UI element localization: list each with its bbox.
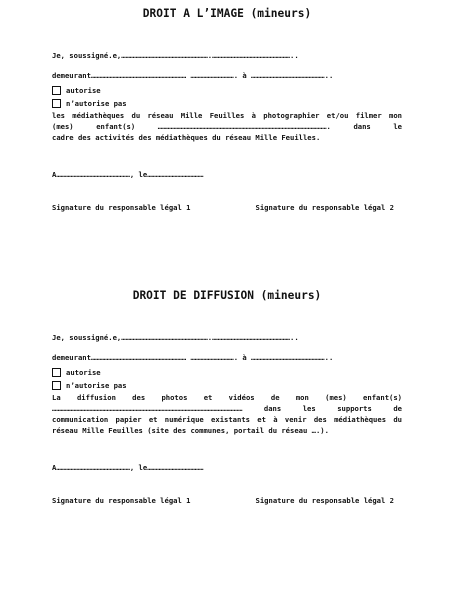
address-field[interactable]: demeurant………………………………………………………… …………………………. à ……………………………………………..	[52, 71, 334, 80]
diffusion-rights-title: DROIT DE DIFFUSION (mineurs)	[132, 289, 322, 302]
signatures-row	[52, 495, 402, 506]
diffusion-rights-form	[52, 288, 402, 506]
soussigne-field[interactable]: Je, soussigné.e,…………………………………………………….………………………………………………..	[52, 333, 299, 342]
diffusion-text	[52, 392, 402, 436]
not-authorize-option[interactable]	[52, 379, 402, 392]
authorize-checkbox[interactable]	[52, 368, 61, 377]
child-name-field[interactable]: …………………………………………………………………………………………………………………… dans les supports de	[52, 404, 402, 413]
text-line: cadre des activités des médiathèques du réseau Mille Feuilles.	[52, 133, 321, 142]
image-rights-title: DROIT A L’IMAGE (mineurs)	[142, 7, 312, 20]
text-line: les médiathèques du réseau Mille Feuilles à photographier et/ou filmer mon	[52, 111, 402, 120]
place-date-field[interactable]: A……………………………………………, le…………………………………	[52, 463, 204, 472]
not-authorize-checkbox[interactable]	[52, 99, 61, 108]
authorize-label: autorise	[66, 368, 101, 377]
not-authorize-label: n’autorise pas	[66, 381, 127, 390]
authorize-label: autorise	[66, 86, 101, 95]
signature-label-2: Signature du responsable légal 2	[255, 203, 394, 212]
soussigne-field[interactable]: Je, soussigné.e,…………………………………………………….………………………………………………..	[52, 51, 299, 60]
text-line: réseau Mille Feuilles (site des communes, portail du réseau ….).	[52, 426, 329, 435]
address-field[interactable]: demeurant………………………………………………………… …………………………. à ……………………………………………..	[52, 353, 334, 362]
authorization-text	[52, 110, 402, 143]
authorize-checkbox[interactable]	[52, 86, 61, 95]
text-line: La diffusion des photos et vidéos de mon (mes) enfant(s)	[52, 393, 402, 402]
not-authorize-option[interactable]	[52, 97, 402, 110]
not-authorize-label: n’autorise pas	[66, 99, 127, 108]
signature-label-2: Signature du responsable légal 2	[255, 496, 394, 505]
signature-label-1: Signature du responsable légal 1	[52, 203, 191, 212]
text-line: communication papier et numérique existants et à venir des médiathèques du	[52, 415, 402, 424]
authorize-option[interactable]	[52, 366, 402, 379]
signatures-row	[52, 202, 402, 213]
image-rights-form	[52, 6, 402, 213]
authorize-option[interactable]	[52, 84, 402, 97]
signature-label-1: Signature du responsable légal 1	[52, 496, 191, 505]
place-date-field[interactable]: A……………………………………………, le…………………………………	[52, 170, 204, 179]
child-name-field[interactable]: (mes) enfant(s) ………………………………………………………………………………………………………. dans le	[52, 122, 402, 131]
not-authorize-checkbox[interactable]	[52, 381, 61, 390]
